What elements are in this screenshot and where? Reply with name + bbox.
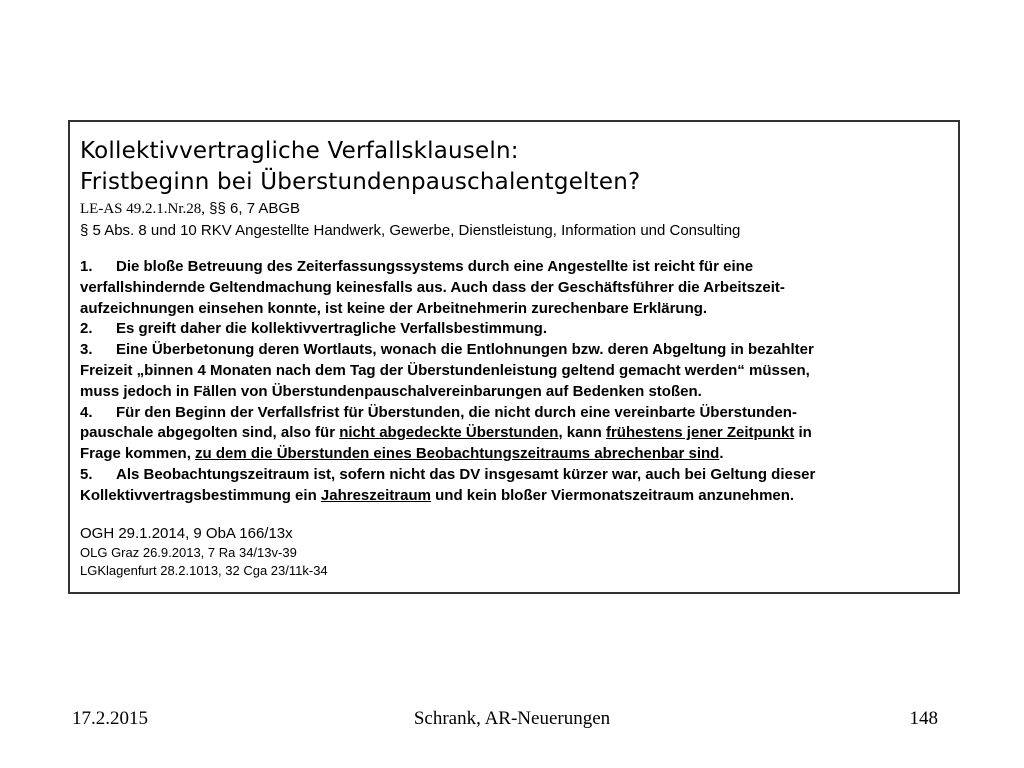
point-4-text-2e: in (794, 424, 812, 442)
point-5-line-2 (80, 486, 948, 507)
footer-page-number: 148 (909, 708, 938, 729)
key-points (80, 257, 948, 507)
point-3-text-1: Eine Überbetonung deren Wortlauts, wonach die Entlohnungen bzw. deren Abgeltung in bezahlter (116, 341, 814, 359)
point-4-line-2 (80, 423, 948, 444)
point-3-line-3: muss jedoch in Fällen von Überstundenpauschalvereinbarungen auf Bedenken stoßen. (80, 382, 702, 400)
underlined-phrase-observation-period: zu dem die Überstunden eines Beobachtungszeitraums abrechenbar sind (195, 445, 720, 463)
underlined-phrase-earliest-point: frühestens jener Zeitpunkt (605, 424, 795, 442)
point-4-text-3c: . (719, 445, 724, 463)
court-sources (80, 524, 948, 580)
point-1-number: 1. (80, 258, 93, 275)
content-box (68, 120, 960, 594)
point-5-text-2c: und kein bloßer Viermonatszeitraum anzunehmen. (430, 486, 795, 504)
point-3-line-2: Freizeit „binnen 4 Monaten nach dem Tag der Überstundenleistung geltend gemacht werden“ müssen, (80, 361, 810, 379)
point-2-line-1 (80, 319, 948, 340)
point-3-line-1 (80, 340, 948, 361)
point-1-text-1: Die bloße Betreuung des Zeiterfassungssystems durch eine Angestellte ist reicht für eine (116, 258, 754, 275)
legal-reference-2: § 5 Abs. 8 und 10 RKV Angestellte Handwerk, Gewerbe, Dienstleistung, Information und Consulting (80, 222, 741, 239)
point-4-text-1: Für den Beginn der Verfallsfrist für Überstunden, die nicht durch eine vereinbarte Überstunden- (116, 403, 797, 421)
legal-reference-1 (80, 198, 948, 220)
point-4-line-3 (80, 444, 948, 465)
slide-title-line-1: Kollektivvertragliche Verfallsklauseln: (80, 138, 519, 164)
legal-reference-1-serif: LE-AS 49.2.1.Nr.28, (80, 201, 205, 217)
footer-date: 17.2.2015 (72, 708, 148, 729)
source-olg: OLG Graz 26.9.2013, 7 Ra 34/13v-39 (80, 544, 297, 560)
point-2-text-1: Es greift daher die kollektivvertragliche Verfallsbestimmung. (116, 320, 547, 338)
legal-reference-1-rest: §§ 6, 7 ABGB (205, 200, 301, 217)
point-4-text-3a: Frage kommen, (80, 445, 196, 463)
footer-author-title: Schrank, AR-Neuerungen (413, 708, 611, 729)
point-4-number: 4. (80, 403, 93, 421)
point-1-line-3: aufzeichnungen einsehen konnte, ist keine der Arbeitnehmerin zurechenbare Erklärung. (80, 299, 708, 317)
point-4-line-1 (80, 403, 948, 424)
point-5-line-1 (80, 465, 948, 486)
spacer (80, 241, 948, 257)
source-ogh: OGH 29.1.2014, 9 ObA 166/13x (80, 524, 293, 542)
point-1-line-1 (80, 257, 948, 278)
underlined-phrase-uncovered-overtime: nicht abgedeckte Überstunden (339, 424, 559, 442)
underlined-phrase-annual-period: Jahreszeitraum (320, 486, 431, 504)
source-lg: LGKlagenfurt 28.2.1013, 32 Cga 23/11k-34 (80, 562, 328, 578)
point-3-number: 3. (80, 341, 93, 359)
point-5-number: 5. (80, 465, 93, 483)
point-2-number: 2. (80, 320, 93, 338)
point-4-text-2c: , kann (558, 424, 606, 442)
slide-title-line-2: Fristbeginn bei Überstundenpauschalentgelten? (80, 169, 641, 195)
point-5-text-2a: Kollektivvertragsbestimmung ein (80, 486, 321, 504)
point-5-text-1: Als Beobachtungszeitraum ist, sofern nicht das DV insgesamt kürzer war, auch bei Geltung dieser (116, 465, 816, 483)
point-1-line-2: verfallshindernde Geltendmachung keinesfalls aus. Auch dass der Geschäftsführer die Arbeitszeit- (80, 278, 785, 296)
point-4-text-2a: pauschale abgegolten sind, also für (80, 424, 340, 442)
